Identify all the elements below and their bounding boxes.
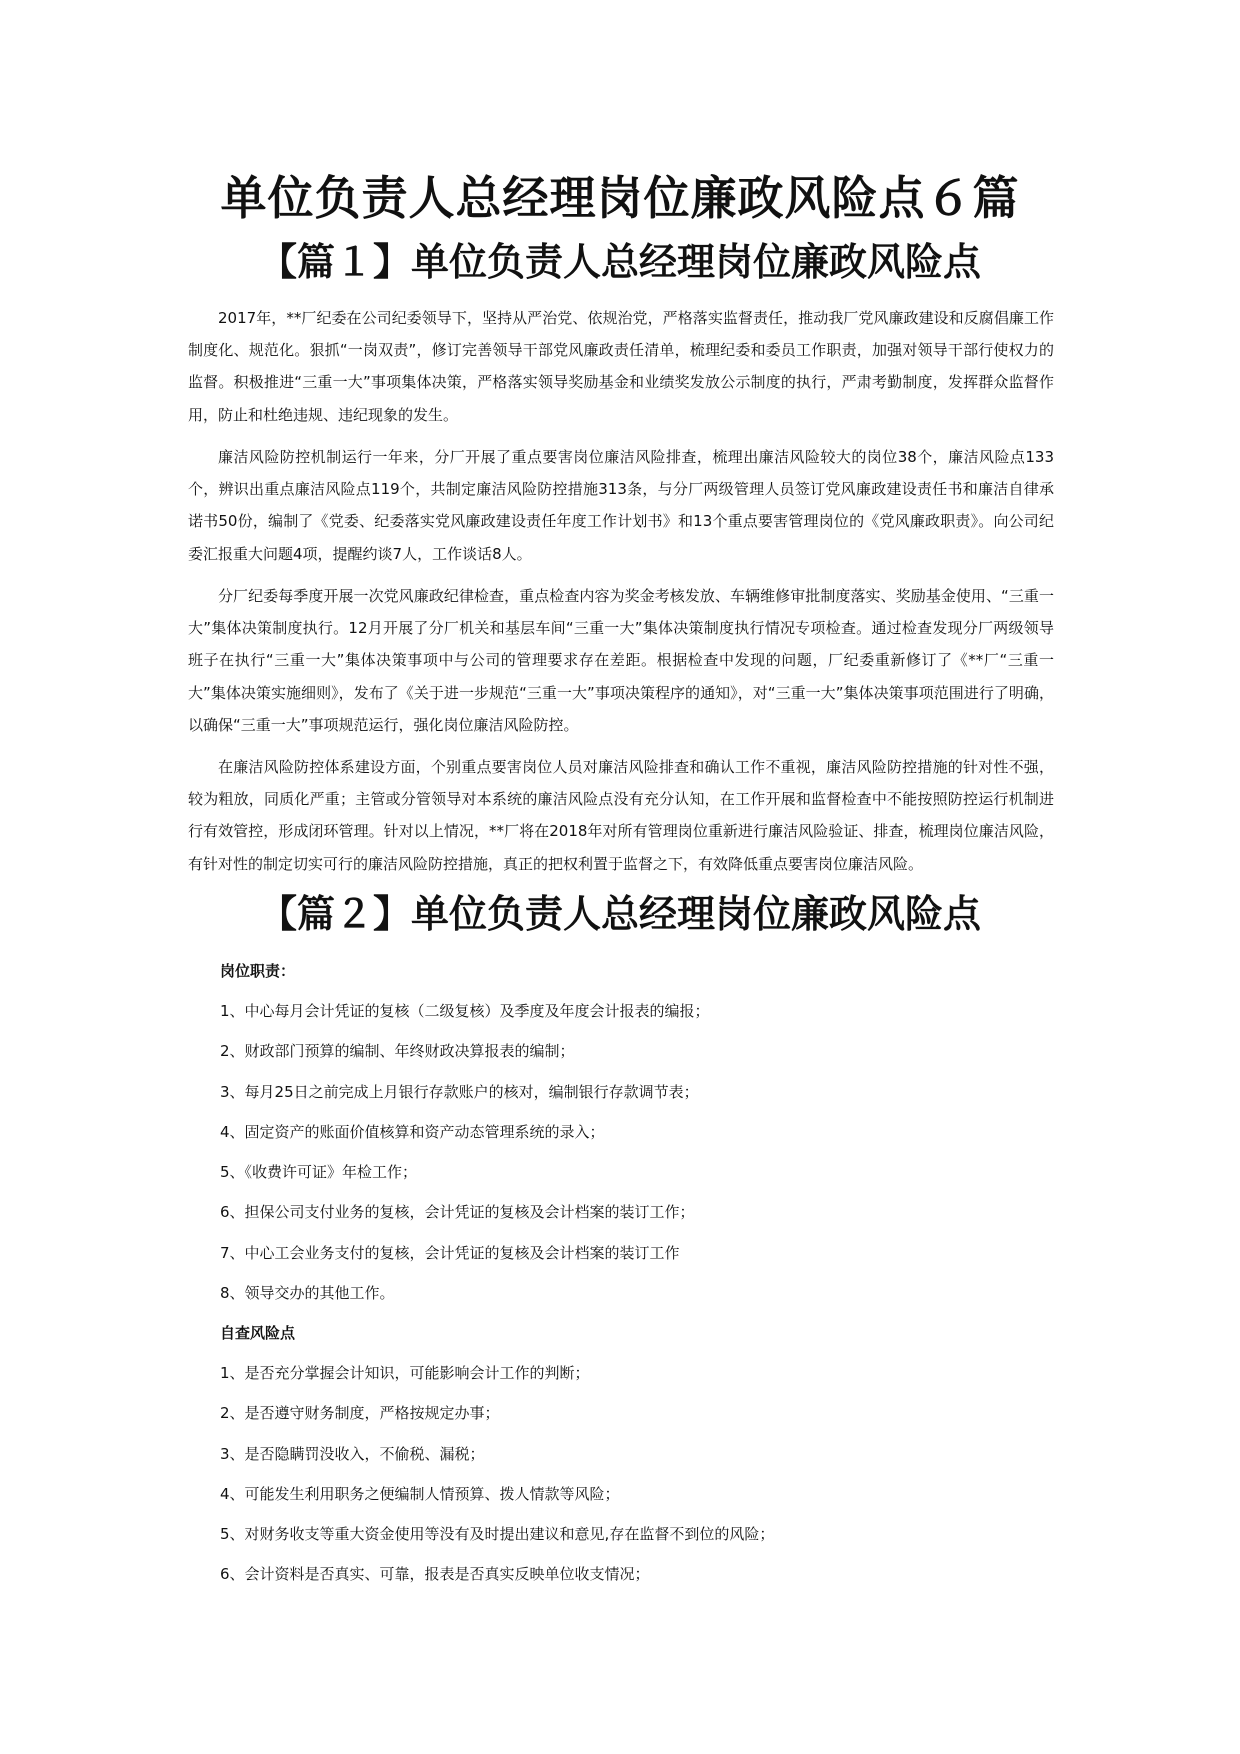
document-title: 单位负责人总经理岗位廉政风险点６篇	[220, 171, 1020, 225]
duty-item: 6、担保公司支付业务的复核，会计凭证的复核及会计档案的装订工作；	[220, 1203, 695, 1221]
duty-item: 1、中心每月会计凭证的复核（二级复核）及季度及年度会计报表的编报；	[220, 1002, 710, 1020]
section-1-paragraph-3: 分厂纪委每季度开展一次党风廉政纪律检查，重点检查内容为奖金考核发放、车辆维修审批制度落实、奖励基金使用、“三重一大”集体决策制度执行。12月开展了分厂机关和基层车间“三重一大”集体决策制度执行情况专项检查。通过检查发现分厂两级领导班子在执行“三重一大”集体决策事项中与公司的管理要求存在差距。根据检查中发现的问题，厂纪委重新修订了《**厂“三重一大”集体决策实施细则》，发布了《关于进一步规范“三重一大”事项决策程序的通知》，对“三重一大”集体决策事项范围进行了明确，以确保“三重一大”事项规范运行，强化岗位廉洁风险防控。	[188, 587, 1054, 734]
duty-item: 2、财政部门预算的编制、年终财政决算报表的编制；	[220, 1042, 575, 1060]
section-1-paragraph-2: 廉洁风险防控机制运行一年来，分厂开展了重点要害岗位廉洁风险排查，梳理出廉洁风险较大的岗位38个，廉洁风险点133个，辨识出重点廉洁风险点119个，共制定廉洁风险防控措施313条，与分厂两级管理人员签订党风廉政建设责任书和廉洁自律承诺书50份，编制了《党委、纪委落实党风廉政建设责任年度工作计划书》和13个重点要害管理岗位的《党风廉政职责》。向公司纪委汇报重大问题4项，提醒约谈7人，工作谈话8人。	[188, 448, 1054, 563]
section-1-paragraph-1: 2017年，**厂纪委在公司纪委领导下，坚持从严治党、依规治党，严格落实监督责任，推动我厂党风廉政建设和反腐倡廉工作制度化、规范化。狠抓“一岗双责”，修订完善领导干部党风廉政责任清单，梳理纪委和委员工作职责，加强对领导干部行使权力的监督。积极推进“三重一大”事项集体决策，严格落实领导奖励基金和业绩奖发放公示制度的执行，严肃考勤制度，发挥群众监督作用，防止和杜绝违规、违纪现象的发生。	[188, 309, 1054, 424]
duty-item: 5、《收费许可证》年检工作；	[220, 1163, 418, 1181]
risk-item: 6、会计资料是否真实、可靠，报表是否真实反映单位收支情况；	[220, 1565, 650, 1583]
risk-item: 1、是否充分掌握会计知识，可能影响会计工作的判断；	[220, 1364, 590, 1382]
risk-item: 2、是否遵守财务制度，严格按规定办事；	[220, 1404, 500, 1422]
duty-item: 3、每月25日之前完成上月银行存款账户的核对，编制银行存款调节表；	[220, 1083, 699, 1101]
section-2-title: 【篇２】单位负责人总经理岗位廉政风险点	[258, 892, 981, 936]
risks-heading: 自查风险点	[220, 1324, 296, 1342]
duty-item: 4、固定资产的账面价值核算和资产动态管理系统的录入；	[220, 1123, 605, 1141]
duties-heading: 岗位职责：	[220, 962, 296, 980]
risk-item: 5、对财务收支等重大资金使用等没有及时提出建议和意见,存在监督不到位的风险；	[220, 1525, 775, 1543]
risk-item: 3、是否隐瞒罚没收入，不偷税、漏税；	[220, 1445, 485, 1463]
duty-item: 7、中心工会业务支付的复核，会计凭证的复核及会计档案的装订工作	[220, 1244, 680, 1262]
section-1-title: 【篇１】单位负责人总经理岗位廉政风险点	[258, 240, 981, 284]
section-1-paragraph-4: 在廉洁风险防控体系建设方面，个别重点要害岗位人员对廉洁风险排查和确认工作不重视，廉洁风险防控措施的针对性不强，较为粗放，同质化严重；主管或分管领导对本系统的廉洁风险点没有充分认知，在工作开展和监督检查中不能按照防控运行机制进行有效管控，形成闭环管理。针对以上情况，**厂将在2018年对所有管理岗位重新进行廉洁风险验证、排查，梳理岗位廉洁风险，有针对性的制定切实可行的廉洁风险防控措施，真正的把权利置于监督之下，有效降低重点要害岗位廉洁风险。	[188, 758, 1054, 873]
risk-item: 4、可能发生利用职务之便编制人情预算、拨人情款等风险；	[220, 1485, 620, 1503]
duty-item: 8、领导交办的其他工作。	[220, 1284, 395, 1302]
